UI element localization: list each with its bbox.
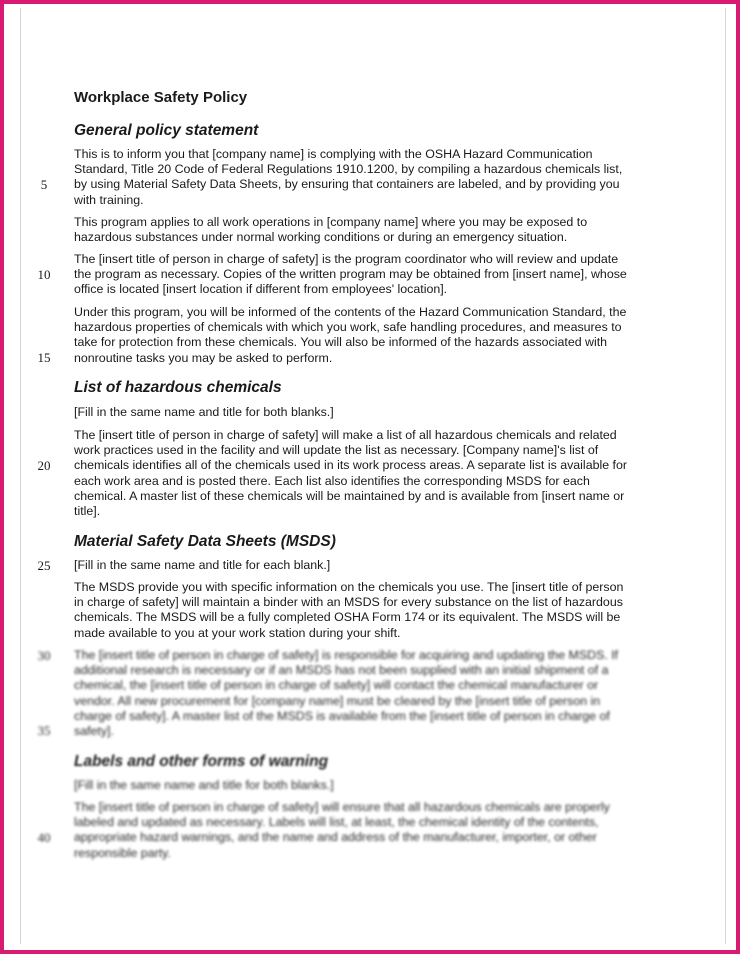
- text-line: in charge of safety] will maintain a binder with an MSDS for every substance on the list of hazardous: [74, 595, 623, 610]
- line-number: 15: [37, 350, 51, 365]
- paragraph-general-2: [74, 215, 674, 245]
- text-line: This program applies to all work operations in [company name] where you may be exposed to: [74, 215, 588, 229]
- heading-labels: Labels and other forms of warning: [74, 753, 329, 770]
- paragraph-hazardous-2: [74, 428, 674, 519]
- line-number: 20: [37, 458, 51, 473]
- text-line: labeled and updated as necessary. Labels will list, at least, the chemical identity of the contents,: [74, 815, 599, 830]
- text-line: each work area and is posted there. Each list also identifies the corresponding MSDS for each: [74, 473, 590, 488]
- paragraph-labels-1: [74, 778, 674, 793]
- text-line: chemicals. The MSDS will be a fully completed OSHA Form 174 or its equivalent. The MSDS will be: [74, 610, 621, 625]
- text-line: This is to inform you that [company name] is complying with the OSHA Hazard Communication: [74, 147, 593, 161]
- text-line: the program as necessary. Copies of the written program may be obtained from [insert name], whose: [74, 267, 627, 282]
- line-number: 35: [37, 723, 51, 738]
- text-line: responsible party.: [74, 845, 171, 860]
- text-line: office is located [insert location if different from employees' location].: [74, 282, 448, 297]
- text-line: chemicals identifies all of the chemicals used in its work process areas. A separate list is available for: [74, 458, 628, 473]
- text-line: by using Material Safety Data Sheets, by ensuring that containers are labeled, and by providing you: [74, 177, 620, 192]
- line-number: 40: [37, 830, 51, 845]
- line-number: 10: [37, 267, 51, 282]
- text-line: safety].: [74, 724, 114, 739]
- paragraph-hazardous-1: [74, 405, 674, 420]
- text-line: title].: [74, 504, 101, 519]
- text-line: chemical, the [insert title of person in charge of safety] will contact the chemical manufacturer or: [74, 678, 599, 693]
- text-line: Under this program, you will be informed of the contents of the Hazard Communication Standard, the: [74, 305, 627, 319]
- text-line: [Fill in the same name and title for both blanks.]: [74, 405, 334, 419]
- paragraph-general-4: [74, 305, 674, 366]
- heading-general-policy: General policy statement: [74, 122, 259, 139]
- line-number: 25: [37, 558, 51, 573]
- text-line: appropriate hazard warnings, and the name and address of the manufacturer, importer, or other: [74, 830, 597, 845]
- text-line: chemical. A master list of these chemicals will be maintained by and is available from [insert name or: [74, 488, 625, 503]
- text-line: nonroutine tasks you may be asked to perform.: [74, 350, 333, 365]
- paragraph-msds-1: [74, 558, 674, 573]
- text-line: Standard, Title 20 Code of Federal Regulations 1910.1200, by compiling a hazardous chemicals list,: [74, 162, 623, 177]
- paragraph-msds-3: [74, 648, 674, 739]
- text-line: The [insert title of person in charge of safety] is the program coordinator who will review and update: [74, 252, 619, 266]
- text-line: take for protection from these chemicals. You will also be informed of the hazards associated with: [74, 335, 608, 350]
- text-line: additional research is necessary or if an MSDS has not been supplied with an initial shipment of a: [74, 663, 609, 678]
- document-title: Workplace Safety Policy: [74, 89, 248, 106]
- heading-hazardous-chemicals: List of hazardous chemicals: [74, 379, 282, 396]
- text-line: hazardous properties of chemicals with which you work, safe handling procedures, and measures to: [74, 320, 622, 335]
- text-line: made available to you at your work station during your shift.: [74, 625, 401, 640]
- line-number: 30: [37, 648, 51, 663]
- text-line: work practices used in the facility and will update the list as necessary. [Company name]'s list of: [74, 443, 599, 458]
- text-line: with training.: [74, 192, 144, 207]
- paragraph-msds-2: [74, 580, 674, 641]
- text-line: [Fill in the same name and title for each blank.]: [74, 558, 331, 572]
- text-line: The [insert title of person in charge of safety] will make a list of all hazardous chemicals and related: [74, 428, 617, 442]
- paragraph-labels-2: [74, 800, 674, 861]
- line-number: 5: [40, 177, 48, 192]
- text-line: charge of safety]. A master list of the MSDS is available from the [insert title of person in charge of: [74, 708, 610, 723]
- text-line: The [insert title of person in charge of safety] is responsible for acquiring and updating the MSDS. If: [74, 648, 619, 662]
- paragraph-general-3: [74, 252, 674, 298]
- text-line: vendor. All new procurement for [company name] must be cleared by the [insert title of person in: [74, 693, 601, 708]
- text-line: The [insert title of person in charge of safety] will ensure that all hazardous chemicals are properly: [74, 800, 610, 814]
- text-line: The MSDS provide you with specific information on the chemicals you use. The [insert title of person: [74, 580, 624, 594]
- heading-msds: Material Safety Data Sheets (MSDS): [74, 533, 336, 550]
- paragraph-general-1: [74, 147, 674, 208]
- text-line: hazardous substances under normal working conditions or during an emergency situation.: [74, 230, 568, 245]
- text-line: [Fill in the same name and title for both blanks.]: [74, 778, 334, 792]
